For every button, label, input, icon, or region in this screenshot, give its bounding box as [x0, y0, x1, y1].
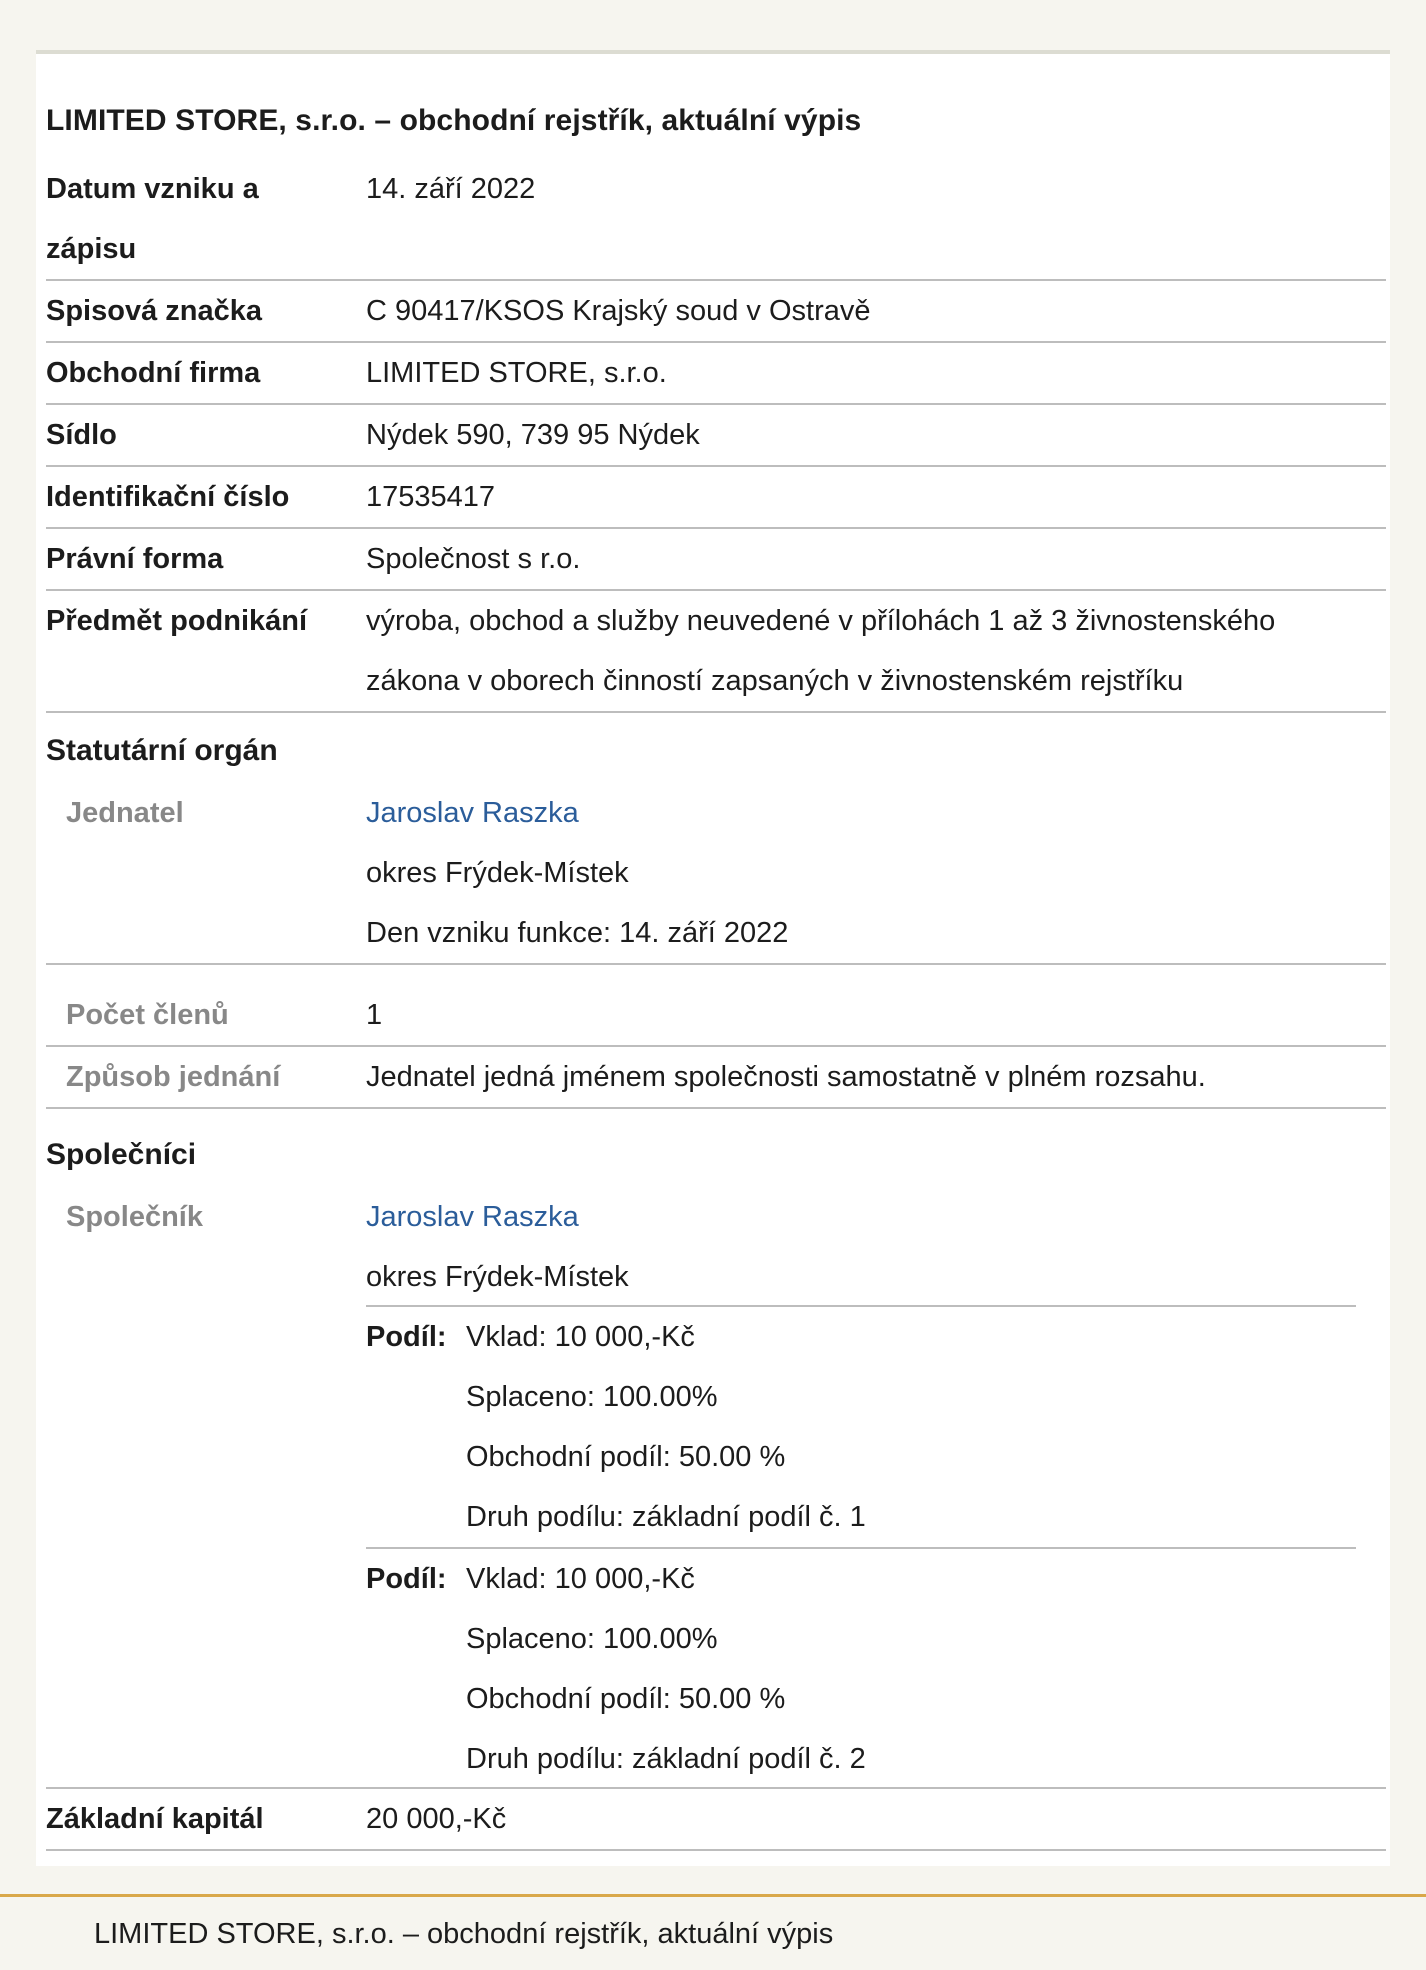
label-jednatel: Jednatel [66, 797, 184, 829]
value-predmet-line2: zákona v oborech činností zapsaných v živnostenském rejstříku [366, 665, 1184, 697]
value-pocet-clenu: 1 [366, 999, 383, 1031]
label-predmet-podnikani: Předmět podnikání [46, 605, 308, 637]
podil-2-obchodni-podil: Obchodní podíl: 50.00 % [466, 1683, 786, 1715]
podil-2-values [466, 1549, 866, 1789]
row-zpusob-jednani [46, 1047, 1386, 1109]
podil-1-obchodni-podil: Obchodní podíl: 50.00 % [466, 1441, 786, 1473]
value-spolecnik [366, 1187, 1366, 1307]
value-zakladni-kapital: 20 000,-Kč [366, 1803, 507, 1835]
podil-1 [366, 1305, 1356, 1547]
podil-1-splaceno: Splaceno: 100.00% [466, 1381, 718, 1413]
podil-2 [366, 1547, 1356, 1789]
label-datum-vzniku-line2: zápisu [46, 233, 137, 265]
label-spisova-znacka: Spisová značka [46, 295, 262, 327]
label-ico: Identifikační číslo [46, 481, 290, 513]
podil-1-values [466, 1307, 866, 1547]
link-jednatel-name[interactable]: Jaroslav Raszka [366, 797, 579, 829]
spolecnik-okres: okres Frýdek-Místek [366, 1261, 629, 1293]
row-datum-vzniku [46, 159, 1386, 281]
label-pocet-clenu: Počet členů [66, 999, 229, 1031]
podil-2-label: Podíl: [366, 1563, 447, 1595]
value-jednatel [366, 783, 1366, 963]
label-zpusob-jednani: Způsob jednání [66, 1061, 281, 1093]
row-spisova-znacka [46, 281, 1386, 343]
jednatel-den-vzniku: Den vzniku funkce: 14. září 2022 [366, 917, 789, 949]
label-spolecnik: Společník [66, 1201, 203, 1233]
label-sidlo: Sídlo [46, 419, 117, 451]
row-pocet-clenu [46, 985, 1386, 1047]
podil-1-druh: Druh podílu: základní podíl č. 1 [466, 1501, 866, 1533]
footer-divider [0, 1894, 1426, 1897]
footer-text: LIMITED STORE, s.r.o. – obchodní rejstřík, aktuální výpis [94, 1918, 834, 1950]
value-pravni-forma: Společnost s r.o. [366, 543, 581, 575]
podil-2-splaceno: Splaceno: 100.00% [466, 1623, 718, 1655]
value-datum-vzniku: 14. září 2022 [366, 173, 536, 205]
link-spolecnik-name[interactable]: Jaroslav Raszka [366, 1201, 579, 1233]
podil-2-vklad: Vklad: 10 000,-Kč [466, 1563, 695, 1595]
value-predmet-podnikani [366, 591, 1366, 711]
label-pravni-forma: Právní forma [46, 543, 224, 575]
podil-2-druh: Druh podílu: základní podíl č. 2 [466, 1743, 866, 1775]
row-obchodni-firma [46, 343, 1386, 405]
row-pravni-forma [46, 529, 1386, 591]
label-zakladni-kapital: Základní kapitál [46, 1803, 264, 1835]
section-spolecnici: Společníci [46, 1138, 197, 1171]
row-predmet-podnikani [46, 591, 1386, 713]
jednatel-okres: okres Frýdek-Místek [366, 857, 629, 889]
label-obchodni-firma: Obchodní firma [46, 357, 261, 389]
value-ico: 17535417 [366, 481, 496, 513]
podil-1-label: Podíl: [366, 1321, 447, 1353]
row-ico [46, 467, 1386, 529]
label-datum-vzniku-line1: Datum vzniku a [46, 173, 259, 205]
value-spisova-znacka: C 90417/KSOS Krajský soud v Ostravě [366, 295, 871, 327]
value-sidlo: Nýdek 590, 739 95 Nýdek [366, 419, 700, 451]
register-extract-card [36, 50, 1390, 1866]
row-zakladni-kapital [46, 1789, 1386, 1851]
value-predmet-line1: výroba, obchod a služby neuvedené v přílohách 1 až 3 živnostenského [366, 605, 1276, 637]
value-obchodni-firma: LIMITED STORE, s.r.o. [366, 357, 667, 389]
row-jednatel [46, 783, 1386, 965]
row-spolecnik [46, 1187, 1386, 1789]
section-statutarni-organ: Statutární orgán [46, 734, 278, 767]
podil-1-vklad: Vklad: 10 000,-Kč [466, 1321, 695, 1353]
document-title: LIMITED STORE, s.r.o. – obchodní rejstřík, aktuální výpis [46, 104, 862, 137]
row-sidlo [46, 405, 1386, 467]
value-zpusob-jednani: Jednatel jedná jménem společnosti samostatně v plném rozsahu. [366, 1061, 1206, 1093]
